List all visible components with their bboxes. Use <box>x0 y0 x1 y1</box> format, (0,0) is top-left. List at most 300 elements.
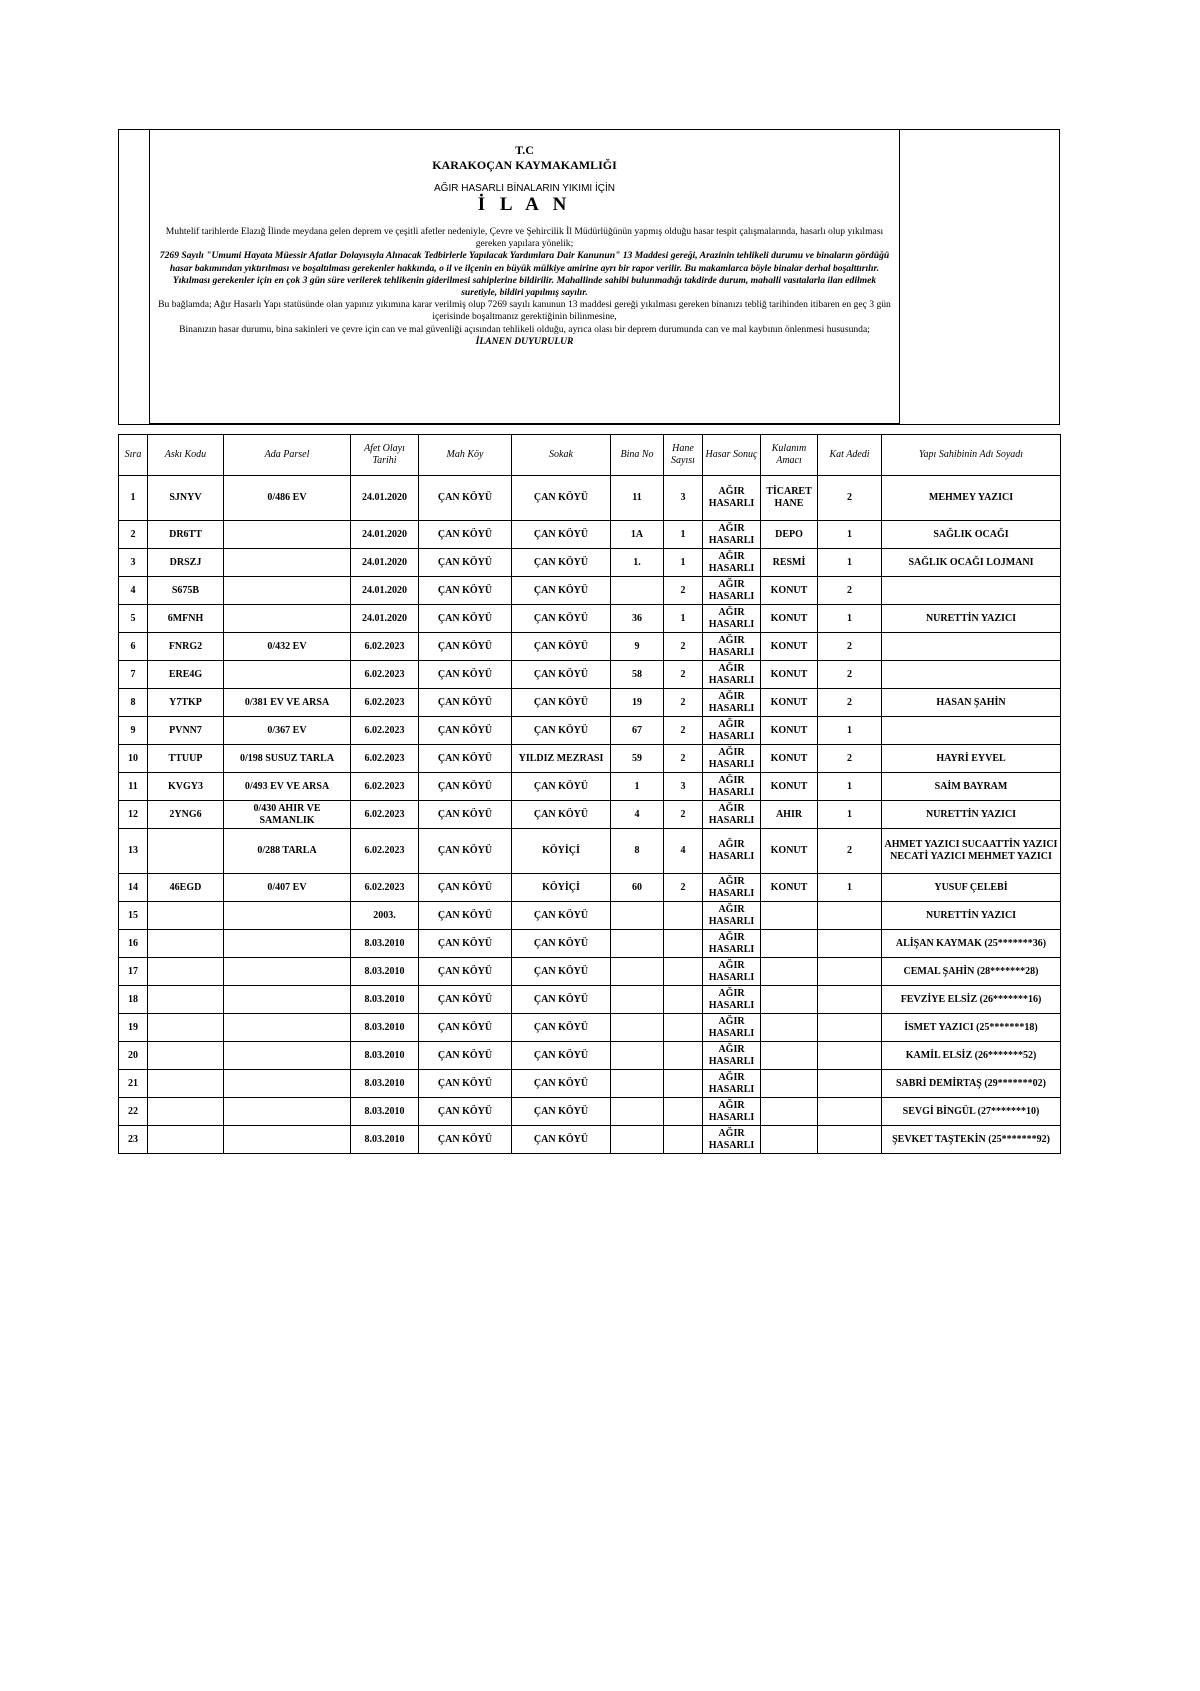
cell-hasar: AĞIR HASARLI <box>703 874 761 902</box>
cell-ada <box>224 549 351 577</box>
notice-body <box>156 226 893 348</box>
cell-sahip <box>882 661 1061 689</box>
cell-hane <box>664 958 703 986</box>
cell-kat <box>818 1098 882 1126</box>
cell-sokak: YILDIZ MEZRASI <box>512 745 611 773</box>
cell-mah: ÇAN KÖYÜ <box>419 1042 512 1070</box>
cell-hane <box>664 1070 703 1098</box>
cell-sira: 7 <box>119 661 148 689</box>
cell-sokak: ÇAN KÖYÜ <box>512 577 611 605</box>
cell-aski <box>148 930 224 958</box>
cell-hane <box>664 986 703 1014</box>
cell-aski <box>148 1070 224 1098</box>
cell-hasar: AĞIR HASARLI <box>703 605 761 633</box>
cell-hasar: AĞIR HASARLI <box>703 930 761 958</box>
cell-kat <box>818 1070 882 1098</box>
cell-hane: 3 <box>664 773 703 801</box>
cell-sira: 23 <box>119 1126 148 1154</box>
cell-sokak: ÇAN KÖYÜ <box>512 1070 611 1098</box>
cell-kullanim <box>761 1042 818 1070</box>
table-row <box>119 549 1061 577</box>
cell-sokak: ÇAN KÖYÜ <box>512 633 611 661</box>
cell-sira: 16 <box>119 930 148 958</box>
cell-hane: 2 <box>664 745 703 773</box>
table-row <box>119 902 1061 930</box>
cell-bina: 60 <box>611 874 664 902</box>
cell-ada: 0/486 EV <box>224 476 351 521</box>
cell-kat: 2 <box>818 745 882 773</box>
cell-ada <box>224 605 351 633</box>
cell-hane <box>664 1014 703 1042</box>
cell-bina: 1. <box>611 549 664 577</box>
notice-box <box>149 130 900 424</box>
cell-afet: 8.03.2010 <box>351 930 419 958</box>
cell-mah: ÇAN KÖYÜ <box>419 1126 512 1154</box>
cell-aski <box>148 1098 224 1126</box>
col-header-yapi-sahibi: Yapı Sahibinin Adı Soyadı <box>882 435 1061 476</box>
cell-hasar: AĞIR HASARLI <box>703 1014 761 1042</box>
cell-sahip: İSMET YAZICI (25*******18) <box>882 1014 1061 1042</box>
cell-aski: ERE4G <box>148 661 224 689</box>
cell-sira: 2 <box>119 521 148 549</box>
table-row <box>119 577 1061 605</box>
cell-aski <box>148 902 224 930</box>
cell-aski: TTUUP <box>148 745 224 773</box>
cell-bina: 9 <box>611 633 664 661</box>
demolition-table <box>118 434 1061 1154</box>
cell-ada <box>224 930 351 958</box>
cell-sira: 19 <box>119 1014 148 1042</box>
cell-sahip: YUSUF ÇELEBİ <box>882 874 1061 902</box>
cell-hane <box>664 902 703 930</box>
cell-bina <box>611 1098 664 1126</box>
cell-hane: 2 <box>664 661 703 689</box>
cell-sokak: ÇAN KÖYÜ <box>512 902 611 930</box>
cell-mah: ÇAN KÖYÜ <box>419 801 512 829</box>
cell-hane: 2 <box>664 717 703 745</box>
cell-sahip: NURETTİN YAZICI <box>882 801 1061 829</box>
cell-hane: 2 <box>664 577 703 605</box>
cell-kullanim <box>761 1126 818 1154</box>
cell-sahip: ALİŞAN KAYMAK (25*******36) <box>882 930 1061 958</box>
cell-sokak: ÇAN KÖYÜ <box>512 1098 611 1126</box>
cell-kullanim: AHIR <box>761 801 818 829</box>
cell-sokak: ÇAN KÖYÜ <box>512 986 611 1014</box>
cell-mah: ÇAN KÖYÜ <box>419 986 512 1014</box>
cell-sira: 8 <box>119 689 148 717</box>
cell-aski: DR6TT <box>148 521 224 549</box>
page-title: İ L A N <box>477 194 572 215</box>
cell-sira: 18 <box>119 986 148 1014</box>
cell-mah: ÇAN KÖYÜ <box>419 874 512 902</box>
cell-bina <box>611 1070 664 1098</box>
header-subtitle: AĞIR HASARLI BİNALARIN YIKIMI İÇİN <box>434 183 615 194</box>
cell-sahip: NURETTİN YAZICI <box>882 605 1061 633</box>
cell-kullanim: KONUT <box>761 773 818 801</box>
cell-sahip: CEMAL ŞAHİN (28*******28) <box>882 958 1061 986</box>
cell-hane: 1 <box>664 605 703 633</box>
cell-sokak: KÖYİÇİ <box>512 829 611 874</box>
cell-hasar: AĞIR HASARLI <box>703 1070 761 1098</box>
cell-hane: 1 <box>664 549 703 577</box>
cell-afet: 6.02.2023 <box>351 689 419 717</box>
cell-afet: 8.03.2010 <box>351 1070 419 1098</box>
cell-ada: 0/367 EV <box>224 717 351 745</box>
cell-kullanim <box>761 1070 818 1098</box>
table-row <box>119 605 1061 633</box>
cell-sahip: SAĞLIK OCAĞI LOJMANI <box>882 549 1061 577</box>
cell-kat: 2 <box>818 577 882 605</box>
cell-sira: 5 <box>119 605 148 633</box>
cell-aski <box>148 1014 224 1042</box>
table-row <box>119 801 1061 829</box>
cell-kullanim <box>761 930 818 958</box>
cell-bina <box>611 902 664 930</box>
cell-kullanim: RESMİ <box>761 549 818 577</box>
cell-kullanim: KONUT <box>761 689 818 717</box>
cell-aski: SJNYV <box>148 476 224 521</box>
cell-sahip: SAĞLIK OCAĞI <box>882 521 1061 549</box>
cell-afet: 6.02.2023 <box>351 829 419 874</box>
cell-aski: 2YNG6 <box>148 801 224 829</box>
cell-ada: 0/198 SUSUZ TARLA <box>224 745 351 773</box>
cell-afet: 8.03.2010 <box>351 986 419 1014</box>
notice-paragraph-2: 7269 Sayılı "Umumi Hayata Müessir Afatlar Dolayısıyla Alınacak Tedbirlerle Yapılacak Yardımlara Dair Kanunun" 13 Maddesi gereği, Arazinin tehlikeli durumu ve binaların gördüğü hasar bakımından yıktırılması ve boşaltılması gerekenler hakkında, o il ve ilçenin en büyük mülkiye amirine ayrı bir rapor verilir. Bu makamlarca böyle binalar derhal boşalttırılır. Yıkılması gerekenler için en çok 3 gün süre verilerek tehlikenin giderilmesi sahiplerine bildirilir. Mahallinde sahibi bulunmadığı takdirde durum, mahalli vasıtalarla ilan edilmek suretiyle, bildiri yapılmış sayılır. <box>159 250 890 299</box>
cell-mah: ÇAN KÖYÜ <box>419 745 512 773</box>
cell-sokak: ÇAN KÖYÜ <box>512 605 611 633</box>
table-row <box>119 1098 1061 1126</box>
cell-hasar: AĞIR HASARLI <box>703 661 761 689</box>
cell-bina: 8 <box>611 829 664 874</box>
cell-hasar: AĞIR HASARLI <box>703 476 761 521</box>
cell-sahip: ŞEVKET TAŞTEKİN (25*******92) <box>882 1126 1061 1154</box>
cell-ada: 0/381 EV VE ARSA <box>224 689 351 717</box>
cell-aski: KVGY3 <box>148 773 224 801</box>
cell-sira: 21 <box>119 1070 148 1098</box>
cell-sahip: KAMİL ELSİZ (26*******52) <box>882 1042 1061 1070</box>
cell-mah: ÇAN KÖYÜ <box>419 521 512 549</box>
col-header-hane-sayisi: Hane Sayısı <box>664 435 703 476</box>
cell-hane: 2 <box>664 874 703 902</box>
header-office: KARAKOÇAN KAYMAKAMLIĞI <box>432 158 617 172</box>
cell-ada <box>224 521 351 549</box>
cell-afet: 6.02.2023 <box>351 801 419 829</box>
cell-sahip: FEVZİYE ELSİZ (26*******16) <box>882 986 1061 1014</box>
cell-aski: 46EGD <box>148 874 224 902</box>
cell-sahip <box>882 577 1061 605</box>
col-header-ada-parsel: Ada Parsel <box>224 435 351 476</box>
cell-ada <box>224 1126 351 1154</box>
cell-mah: ÇAN KÖYÜ <box>419 958 512 986</box>
table-row <box>119 958 1061 986</box>
table-row <box>119 661 1061 689</box>
cell-afet: 2003. <box>351 902 419 930</box>
cell-hane: 1 <box>664 521 703 549</box>
cell-ada <box>224 1070 351 1098</box>
table-row <box>119 874 1061 902</box>
cell-sira: 17 <box>119 958 148 986</box>
cell-kat <box>818 902 882 930</box>
cell-hasar: AĞIR HASARLI <box>703 1042 761 1070</box>
cell-ada: 0/407 EV <box>224 874 351 902</box>
cell-mah: ÇAN KÖYÜ <box>419 902 512 930</box>
cell-sokak: ÇAN KÖYÜ <box>512 661 611 689</box>
cell-bina: 1 <box>611 773 664 801</box>
cell-hasar: AĞIR HASARLI <box>703 521 761 549</box>
cell-bina <box>611 1014 664 1042</box>
cell-kat: 1 <box>818 549 882 577</box>
cell-ada: 0/288 TARLA <box>224 829 351 874</box>
notice-frame <box>118 129 1060 425</box>
table-row <box>119 773 1061 801</box>
cell-ada <box>224 1042 351 1070</box>
cell-afet: 8.03.2010 <box>351 958 419 986</box>
cell-hane <box>664 1126 703 1154</box>
cell-sahip: NURETTİN YAZICI <box>882 902 1061 930</box>
cell-hane <box>664 1042 703 1070</box>
cell-hasar: AĞIR HASARLI <box>703 633 761 661</box>
cell-hane <box>664 930 703 958</box>
cell-aski: DRSZJ <box>148 549 224 577</box>
cell-kullanim <box>761 1014 818 1042</box>
cell-sokak: ÇAN KÖYÜ <box>512 773 611 801</box>
cell-bina <box>611 958 664 986</box>
cell-sokak: ÇAN KÖYÜ <box>512 717 611 745</box>
notice-paragraph-1: Muhtelif tarihlerde Elazığ İlinde meydana gelen deprem ve çeşitli afetler nedeniyle, Çevre ve Şehircilik İl Müdürlüğünün yapmış olduğu hasar tespit çalışmalarında, hasarlı olup yıkılması gereken yapılara yönelik; <box>165 226 884 250</box>
cell-sira: 3 <box>119 549 148 577</box>
cell-aski <box>148 986 224 1014</box>
cell-hasar: AĞIR HASARLI <box>703 773 761 801</box>
cell-ada: 0/432 EV <box>224 633 351 661</box>
cell-kullanim: DEPO <box>761 521 818 549</box>
cell-kat: 2 <box>818 633 882 661</box>
cell-ada: 0/430 AHIR VE SAMANLIK <box>224 801 351 829</box>
cell-ada <box>224 902 351 930</box>
cell-hasar: AĞIR HASARLI <box>703 1126 761 1154</box>
cell-mah: ÇAN KÖYÜ <box>419 773 512 801</box>
cell-kat <box>818 1014 882 1042</box>
cell-afet: 24.01.2020 <box>351 476 419 521</box>
col-header-hasar-sonuc: Hasar Sonuç <box>703 435 761 476</box>
cell-afet: 24.01.2020 <box>351 605 419 633</box>
cell-ada <box>224 986 351 1014</box>
cell-aski: S675B <box>148 577 224 605</box>
cell-sira: 4 <box>119 577 148 605</box>
notice-closing: İLANEN DUYURULUR <box>475 335 574 347</box>
cell-ada: 0/493 EV VE ARSA <box>224 773 351 801</box>
cell-bina <box>611 986 664 1014</box>
cell-hasar: AĞIR HASARLI <box>703 958 761 986</box>
cell-hasar: AĞIR HASARLI <box>703 829 761 874</box>
table-row <box>119 930 1061 958</box>
col-header-sokak: Sokak <box>512 435 611 476</box>
header-tc: T.C <box>515 143 534 157</box>
cell-kat: 1 <box>818 717 882 745</box>
cell-sira: 15 <box>119 902 148 930</box>
cell-kullanim: KONUT <box>761 745 818 773</box>
cell-kullanim <box>761 1098 818 1126</box>
cell-sokak: ÇAN KÖYÜ <box>512 801 611 829</box>
cell-sokak: ÇAN KÖYÜ <box>512 958 611 986</box>
cell-mah: ÇAN KÖYÜ <box>419 1014 512 1042</box>
cell-kat: 2 <box>818 661 882 689</box>
table-row <box>119 745 1061 773</box>
cell-sira: 10 <box>119 745 148 773</box>
cell-sira: 12 <box>119 801 148 829</box>
cell-bina: 11 <box>611 476 664 521</box>
cell-hasar: AĞIR HASARLI <box>703 577 761 605</box>
cell-afet: 6.02.2023 <box>351 773 419 801</box>
cell-mah: ÇAN KÖYÜ <box>419 689 512 717</box>
cell-kat <box>818 1042 882 1070</box>
cell-sahip: SABRİ DEMİRTAŞ (29*******02) <box>882 1070 1061 1098</box>
cell-hasar: AĞIR HASARLI <box>703 1098 761 1126</box>
cell-sokak: ÇAN KÖYÜ <box>512 1042 611 1070</box>
cell-mah: ÇAN KÖYÜ <box>419 1098 512 1126</box>
cell-sira: 13 <box>119 829 148 874</box>
cell-afet: 8.03.2010 <box>351 1042 419 1070</box>
cell-kat: 1 <box>818 874 882 902</box>
cell-sira: 20 <box>119 1042 148 1070</box>
cell-sira: 9 <box>119 717 148 745</box>
cell-bina: 59 <box>611 745 664 773</box>
cell-ada <box>224 661 351 689</box>
cell-kat: 1 <box>818 801 882 829</box>
cell-mah: ÇAN KÖYÜ <box>419 829 512 874</box>
cell-aski <box>148 1126 224 1154</box>
cell-kat: 2 <box>818 689 882 717</box>
table-row <box>119 1042 1061 1070</box>
cell-ada <box>224 1098 351 1126</box>
cell-hane: 4 <box>664 829 703 874</box>
cell-sokak: ÇAN KÖYÜ <box>512 549 611 577</box>
table-header-row <box>119 435 1061 476</box>
cell-afet: 6.02.2023 <box>351 745 419 773</box>
cell-ada <box>224 577 351 605</box>
cell-afet: 6.02.2023 <box>351 633 419 661</box>
cell-ada <box>224 958 351 986</box>
cell-kat: 2 <box>818 476 882 521</box>
cell-aski: Y7TKP <box>148 689 224 717</box>
cell-hane <box>664 1098 703 1126</box>
cell-hane: 2 <box>664 633 703 661</box>
cell-kullanim: TİCARET HANE <box>761 476 818 521</box>
cell-afet: 8.03.2010 <box>351 1098 419 1126</box>
col-header-sira: Sıra <box>119 435 148 476</box>
cell-bina <box>611 1126 664 1154</box>
cell-kat <box>818 958 882 986</box>
cell-kullanim: KONUT <box>761 874 818 902</box>
cell-kullanim <box>761 986 818 1014</box>
table-row <box>119 1014 1061 1042</box>
cell-mah: ÇAN KÖYÜ <box>419 549 512 577</box>
cell-sira: 22 <box>119 1098 148 1126</box>
cell-afet: 24.01.2020 <box>351 577 419 605</box>
cell-aski: PVNN7 <box>148 717 224 745</box>
cell-afet: 6.02.2023 <box>351 661 419 689</box>
col-header-aski-kodu: Askı Kodu <box>148 435 224 476</box>
cell-mah: ÇAN KÖYÜ <box>419 1070 512 1098</box>
cell-sokak: ÇAN KÖYÜ <box>512 689 611 717</box>
cell-kat: 2 <box>818 829 882 874</box>
cell-sahip: HAYRİ EYVEL <box>882 745 1061 773</box>
cell-kat <box>818 930 882 958</box>
cell-hane: 3 <box>664 476 703 521</box>
cell-aski: FNRG2 <box>148 633 224 661</box>
cell-hasar: AĞIR HASARLI <box>703 902 761 930</box>
cell-mah: ÇAN KÖYÜ <box>419 717 512 745</box>
cell-kat: 1 <box>818 521 882 549</box>
table-row <box>119 521 1061 549</box>
cell-sokak: ÇAN KÖYÜ <box>512 1014 611 1042</box>
cell-afet: 6.02.2023 <box>351 717 419 745</box>
cell-aski <box>148 1042 224 1070</box>
cell-hasar: AĞIR HASARLI <box>703 745 761 773</box>
table-row <box>119 633 1061 661</box>
cell-mah: ÇAN KÖYÜ <box>419 605 512 633</box>
cell-sahip <box>882 633 1061 661</box>
cell-hasar: AĞIR HASARLI <box>703 689 761 717</box>
cell-aski <box>148 958 224 986</box>
cell-kat <box>818 986 882 1014</box>
cell-sahip: SEVGİ BİNGÜL (27*******10) <box>882 1098 1061 1126</box>
table-row <box>119 717 1061 745</box>
cell-mah: ÇAN KÖYÜ <box>419 577 512 605</box>
cell-sahip <box>882 717 1061 745</box>
cell-sahip: HASAN ŞAHİN <box>882 689 1061 717</box>
cell-bina: 36 <box>611 605 664 633</box>
cell-bina <box>611 1042 664 1070</box>
cell-kullanim: KONUT <box>761 577 818 605</box>
cell-mah: ÇAN KÖYÜ <box>419 476 512 521</box>
table-row <box>119 689 1061 717</box>
cell-aski <box>148 829 224 874</box>
cell-bina <box>611 930 664 958</box>
cell-afet: 8.03.2010 <box>351 1126 419 1154</box>
cell-kullanim: KONUT <box>761 829 818 874</box>
cell-afet: 6.02.2023 <box>351 874 419 902</box>
col-header-mah-koy: Mah Köy <box>419 435 512 476</box>
cell-kullanim <box>761 958 818 986</box>
cell-sahip: MEHMEY YAZICI <box>882 476 1061 521</box>
cell-hasar: AĞIR HASARLI <box>703 801 761 829</box>
cell-sahip: SAİM BAYRAM <box>882 773 1061 801</box>
cell-sahip: AHMET YAZICI SUCAATTİN YAZICI NECATİ YAZICI MEHMET YAZICI <box>882 829 1061 874</box>
cell-hasar: AĞIR HASARLI <box>703 986 761 1014</box>
col-header-kullanim-amaci: Kulanım Amacı <box>761 435 818 476</box>
cell-afet: 8.03.2010 <box>351 1014 419 1042</box>
cell-kullanim: KONUT <box>761 605 818 633</box>
cell-bina: 19 <box>611 689 664 717</box>
cell-hane: 2 <box>664 801 703 829</box>
cell-sokak: ÇAN KÖYÜ <box>512 930 611 958</box>
cell-afet: 24.01.2020 <box>351 549 419 577</box>
cell-sokak: ÇAN KÖYÜ <box>512 476 611 521</box>
cell-bina: 1A <box>611 521 664 549</box>
cell-ada <box>224 1014 351 1042</box>
cell-kullanim: KONUT <box>761 717 818 745</box>
cell-mah: ÇAN KÖYÜ <box>419 661 512 689</box>
cell-kullanim: KONUT <box>761 633 818 661</box>
cell-bina: 67 <box>611 717 664 745</box>
notice-paragraph-4: Binanızın hasar durumu, bina sakinleri ve çevre için can ve mal güvenliği açısından tehlikeli olduğu, ayrıca olası bir deprem durumunda can ve mal kaybının önlenmesi hususunda; <box>179 323 870 335</box>
cell-hane: 2 <box>664 689 703 717</box>
cell-sira: 11 <box>119 773 148 801</box>
cell-kullanim: KONUT <box>761 661 818 689</box>
col-header-afet-tarihi: Afet Olayı Tarihi <box>351 435 419 476</box>
col-header-kat-adedi: Kat Adedi <box>818 435 882 476</box>
table-row <box>119 1126 1061 1154</box>
